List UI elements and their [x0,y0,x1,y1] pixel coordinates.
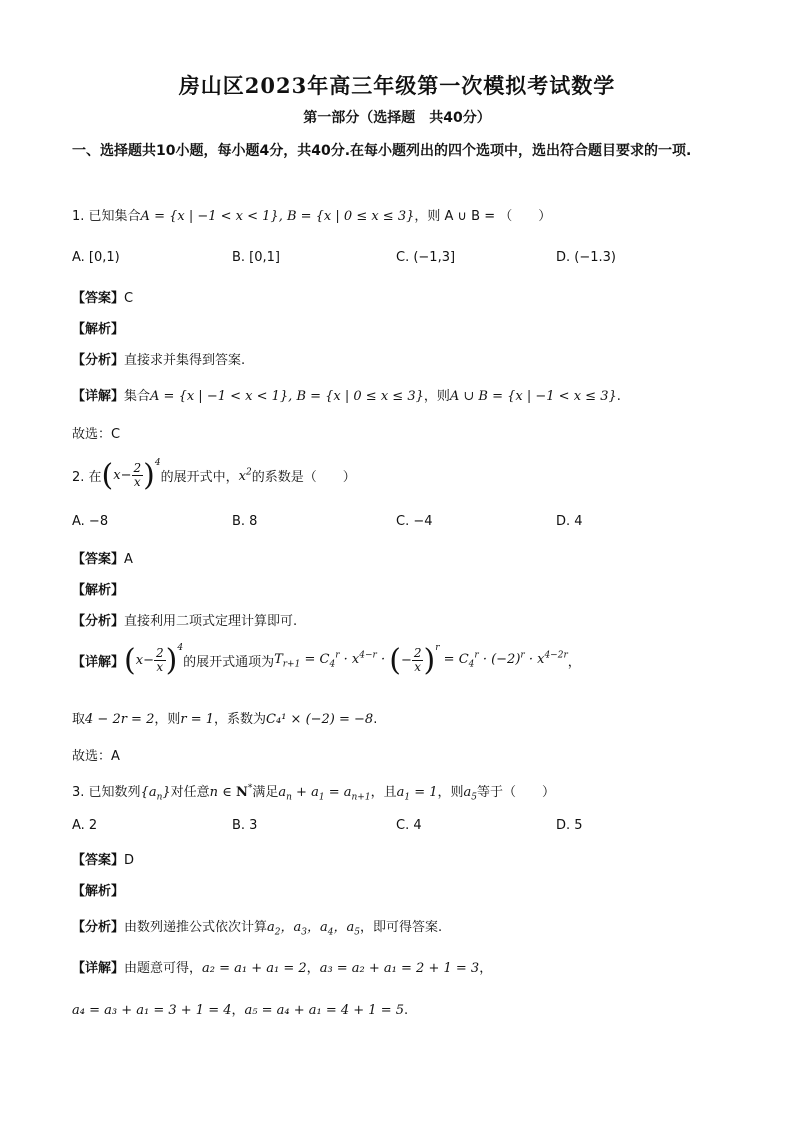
q3-option-b: B. 3 [232,818,258,833]
q3-fenxi: 【分析】由数列递推公式依次计算$a_2$，$a_3$，$a_4$，$a_5$，即可得答案. [72,920,443,938]
q2-option-d: D. 4 [556,514,583,529]
q3-option-a: A. 2 [72,818,98,833]
q3-option-d: D. 5 [556,818,583,833]
q3-detail-line2: a₄ = a₃ + a₁ = 3 + 1 = 4，a₅ = a₄ + a₁ = 4 + 1 = 5. [72,1003,409,1018]
q1-answer: 【答案】C [72,291,134,306]
q1-option-d: D. (−1.3) [556,250,616,265]
q2-option-c: C. −4 [396,514,433,529]
q2-answer: 【答案】A [72,552,133,567]
q3-stem: 3. 已知数列$\{a_n\}$对任意n ∈ N*满足$a_n + a_1 = a_{n+1}$，且$a_1 = 1$，则$a_5$等于（ ） [72,783,556,803]
q2-general-term: $T_{r+1} = C_4^r \cdot x^{4-r}$ · [274,651,390,670]
section-instructions: 一、选择题共10小题，每小题4分，共40分.在每小题列出的四个选项中，选出符合题目要求的一项. [72,143,692,159]
q1-fenxi: 【分析】直接求并集得到答案. [72,353,246,368]
q1-option-c: C. (−1,3] [396,250,456,265]
q1-choose: 故选：C [72,427,121,442]
q2-detail: 【详解】(x− $\frac{2}{x}$ )$^4$的展开式通项为$T_{r+1} = C_4^r \cdot x^{4-r}$ · (− $\frac{2}{x}$ )$^r = C_4^r \cdot (-2)^r \cdot x^{4-2r}$， [72,643,581,678]
q3-analysis-label: 【解析】 [72,884,125,899]
q3-option-c: C. 4 [396,818,422,833]
q1-option-b: B. [0,1] [232,250,281,265]
q2-choose: 故选：A [72,749,120,764]
page-title: 房山区2023年高三年级第一次模拟考试数学 [178,73,616,98]
q2-fenxi: 【分析】直接利用二项式定理计算即可. [72,614,298,629]
q2-stem: 2. 在(x− $\frac{2}{x}$ )$^4$的展开式中，$x^2$的系数是（ ） [72,458,356,493]
q2-fraction: $\frac{2}{x}$ [133,461,142,489]
q1-sets: A = {x | −1 < x < 1}, B = {x | 0 ≤ x ≤ 3} [140,209,415,224]
q2-analysis-label: 【解析】 [72,583,125,598]
q2-option-a: A. −8 [72,514,109,529]
q2-option-b: B. 8 [232,514,258,529]
q3-detail: 【详解】由题意可得，a₂ = a₁ + a₁ = 2，a₃ = a₂ + a₁ = 2 + 1 = 3， [72,961,493,976]
q3-answer: 【答案】D [72,853,135,868]
part-subtitle: 第一部分（选择题 共40分） [303,110,491,126]
q1-detail: 【详解】集合A = {x | −1 < x < 1}, B = {x | 0 ≤ x ≤ 3}，则A ∪ B = {x | −1 < x ≤ 3}. [72,389,621,404]
q2-detail-line2: 取4 − 2r = 2，则r = 1，系数为C₄¹ × (−2) = −8. [72,712,378,727]
q1-option-a: A. [0,1) [72,250,120,265]
q1-analysis-label: 【解析】 [72,322,125,337]
q1-stem: 1. 已知集合A = {x | −1 < x < 1}, B = {x | 0 ≤ x ≤ 3}，则 A ∪ B = （ ） [72,209,552,224]
